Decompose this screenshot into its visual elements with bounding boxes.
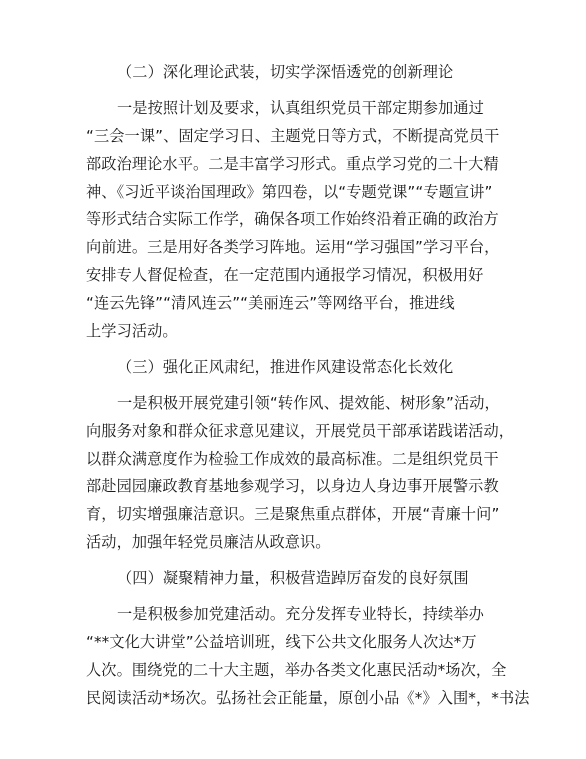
paragraph-line: 以群众满意度作为检验工作成效的最高标准。二是组织党员干: [86, 449, 499, 468]
paragraph-line: 向前进。三是用好各类学习阵地。运用“学习强国”学习平台，: [86, 238, 500, 257]
paragraph-line: 上学习活动。: [86, 322, 178, 341]
section-paragraph: [86, 601, 530, 713]
paragraph-line: 一是积极开展党建引领“转作风、提效能、树形象”活动，: [117, 393, 500, 412]
paragraph-line: 一是按照计划及要求，认真组织党员干部定期参加通过: [117, 98, 484, 117]
paragraph-line: 一是积极参加党建活动。充分发挥专业特长，持续举办: [117, 605, 484, 624]
section-heading: （二）深化理论武装，切实学深悟透党的创新理论: [117, 63, 454, 81]
section-heading: （四）凝聚精神力量，积极营造踔厉奋发的良好氛围: [117, 569, 469, 588]
paragraph-line: 神、《习近平谈治国理政》第四卷，以“专题党课”“专题宣讲”: [86, 182, 493, 201]
paragraph-line: 向服务对象和群众征求意见建议，开展党员干部承诺践诺活动，: [86, 421, 515, 440]
section-4: [86, 565, 530, 712]
paragraph-line: 活动，加强年轻党员廉洁从政意识。: [86, 533, 331, 552]
paragraph-line: 部政治理论水平。二是丰富学习形式。重点学习党的二十大精: [86, 154, 499, 173]
paragraph-line: “**文化大讲堂”公益培训班，线下公共文化服务人次达*万: [86, 632, 477, 651]
paragraph-line: 部赴园园廉政教育基地参观学习，以身边人身边事开展警示教: [86, 477, 499, 496]
paragraph-line: 民阅读活动*场次。弘扬社会正能量，原创小品《*》入围*，*书法: [86, 688, 530, 707]
section-heading: （三）强化正风肃纪，推进作风建设常态化长效化: [117, 357, 454, 376]
section-paragraph: [86, 95, 504, 346]
paragraph-line: “三会一课”、固定学习日、主题党日等方式，不断提高党员干: [86, 126, 500, 145]
paragraph-line: 等形式结合实际工作学，确保各项工作始终沿着正确的政治方: [86, 210, 499, 229]
paragraph-line: 人次。围绕党的二十大主题，举办各类文化惠民活动*场次，全: [86, 660, 507, 679]
section-3: [86, 354, 515, 557]
document-body: [86, 59, 530, 713]
paragraph-line: 育，切实增强廉洁意识。三是聚焦重点群体，开展“青廉十问”: [86, 505, 500, 524]
paragraph-line: “连云先锋”“清风连云”“美丽连云”等网络平台，推进线: [86, 294, 455, 313]
section-2: [86, 59, 504, 346]
paragraph-line: 安排专人督促检查，在一定范围内通报学习情况，积极用好: [86, 266, 484, 285]
section-paragraph: [86, 390, 515, 557]
